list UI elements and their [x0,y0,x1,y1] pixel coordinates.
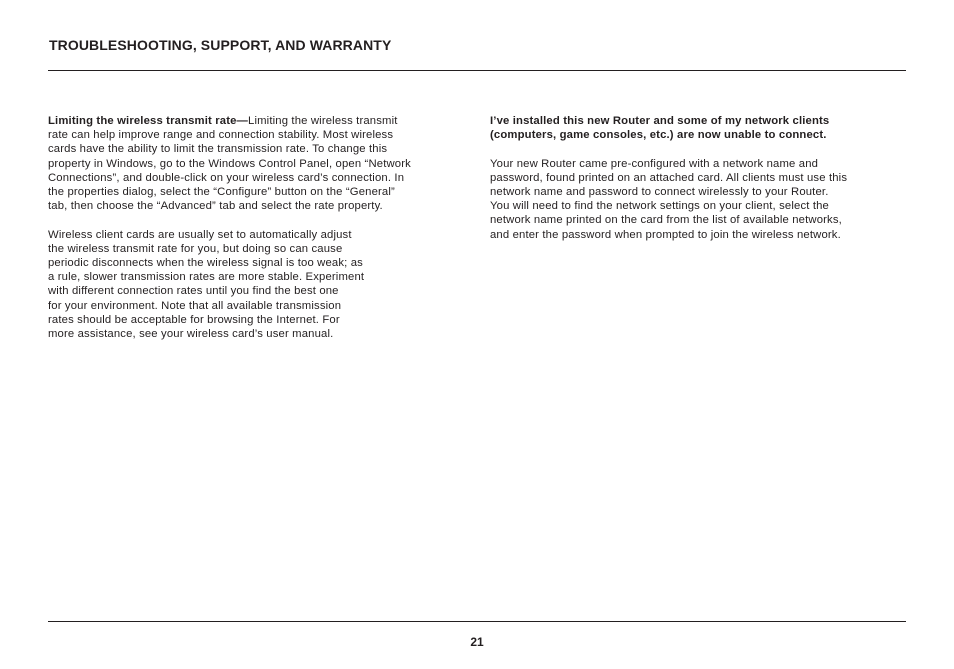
paragraph-line: rate can help improve range and connection stability. Most wireless [48,129,394,142]
paragraph-line: cards have the ability to limit the transmission rate. To change this [48,143,388,156]
paragraph-line: and enter the password when prompted to join the wireless network. [490,228,841,241]
connection-issue-paragraph [490,157,906,242]
paragraph-line: rates should be acceptable for browsing the Internet. For [48,313,340,326]
transmit-rate-paragraph [48,114,468,213]
header-divider [48,70,906,71]
client-cards-paragraph [48,228,468,342]
transmit-rate-heading: Limiting the wireless transmit rate— [48,115,249,127]
paragraph-line: Your new Router came pre-configured with a network name and [490,157,819,170]
paragraph-line: the properties dialog, select the “Configure” button on the “General” [48,186,395,199]
paragraph-line: network name and password to connect wirelessly to your Router. [490,186,829,198]
footer-divider [48,621,906,622]
paragraph-line: Wireless client cards are usually set to automatically adjust [48,228,352,241]
paragraph-line-text: Limiting the wireless transmit [248,115,398,127]
paragraph-line: You will need to find the network settings on your client, select the [490,200,829,213]
heading-line: I’ve installed this new Router and some of my network clients [490,115,830,127]
paragraph-line: for your environment. Note that all available transmission [48,299,342,312]
paragraph-line: periodic disconnects when the wireless signal is too weak; as [48,257,363,270]
connection-issue-heading [490,114,906,142]
paragraph-line [48,114,468,128]
paragraph-line: network name printed on the card from the list of available networks, [490,214,842,227]
paragraph-line: a rule, slower transmission rates are more stable. Experiment [48,271,365,284]
paragraph-line: with different connection rates until you find the best one [48,285,339,298]
left-column [48,114,468,341]
paragraph-line: property in Windows, go to the Windows Control Panel, open “Network [48,157,411,170]
paragraph-line: password, found printed on an attached card. All clients must use this [490,171,848,184]
page-number: 21 [470,635,484,649]
page-header-title: TROUBLESHOOTING, SUPPORT, AND WARRANTY [49,37,392,53]
right-column [490,114,906,242]
paragraph-line: tab, then choose the “Advanced” tab and select the rate property. [48,200,383,213]
paragraph-line: more assistance, see your wireless card’s user manual. [48,328,334,341]
paragraph-line: Connections”, and double-click on your wireless card’s connection. In [48,171,405,184]
heading-line: (computers, game consoles, etc.) are now unable to connect. [490,129,827,142]
paragraph-line: the wireless transmit rate for you, but doing so can cause [48,242,343,255]
